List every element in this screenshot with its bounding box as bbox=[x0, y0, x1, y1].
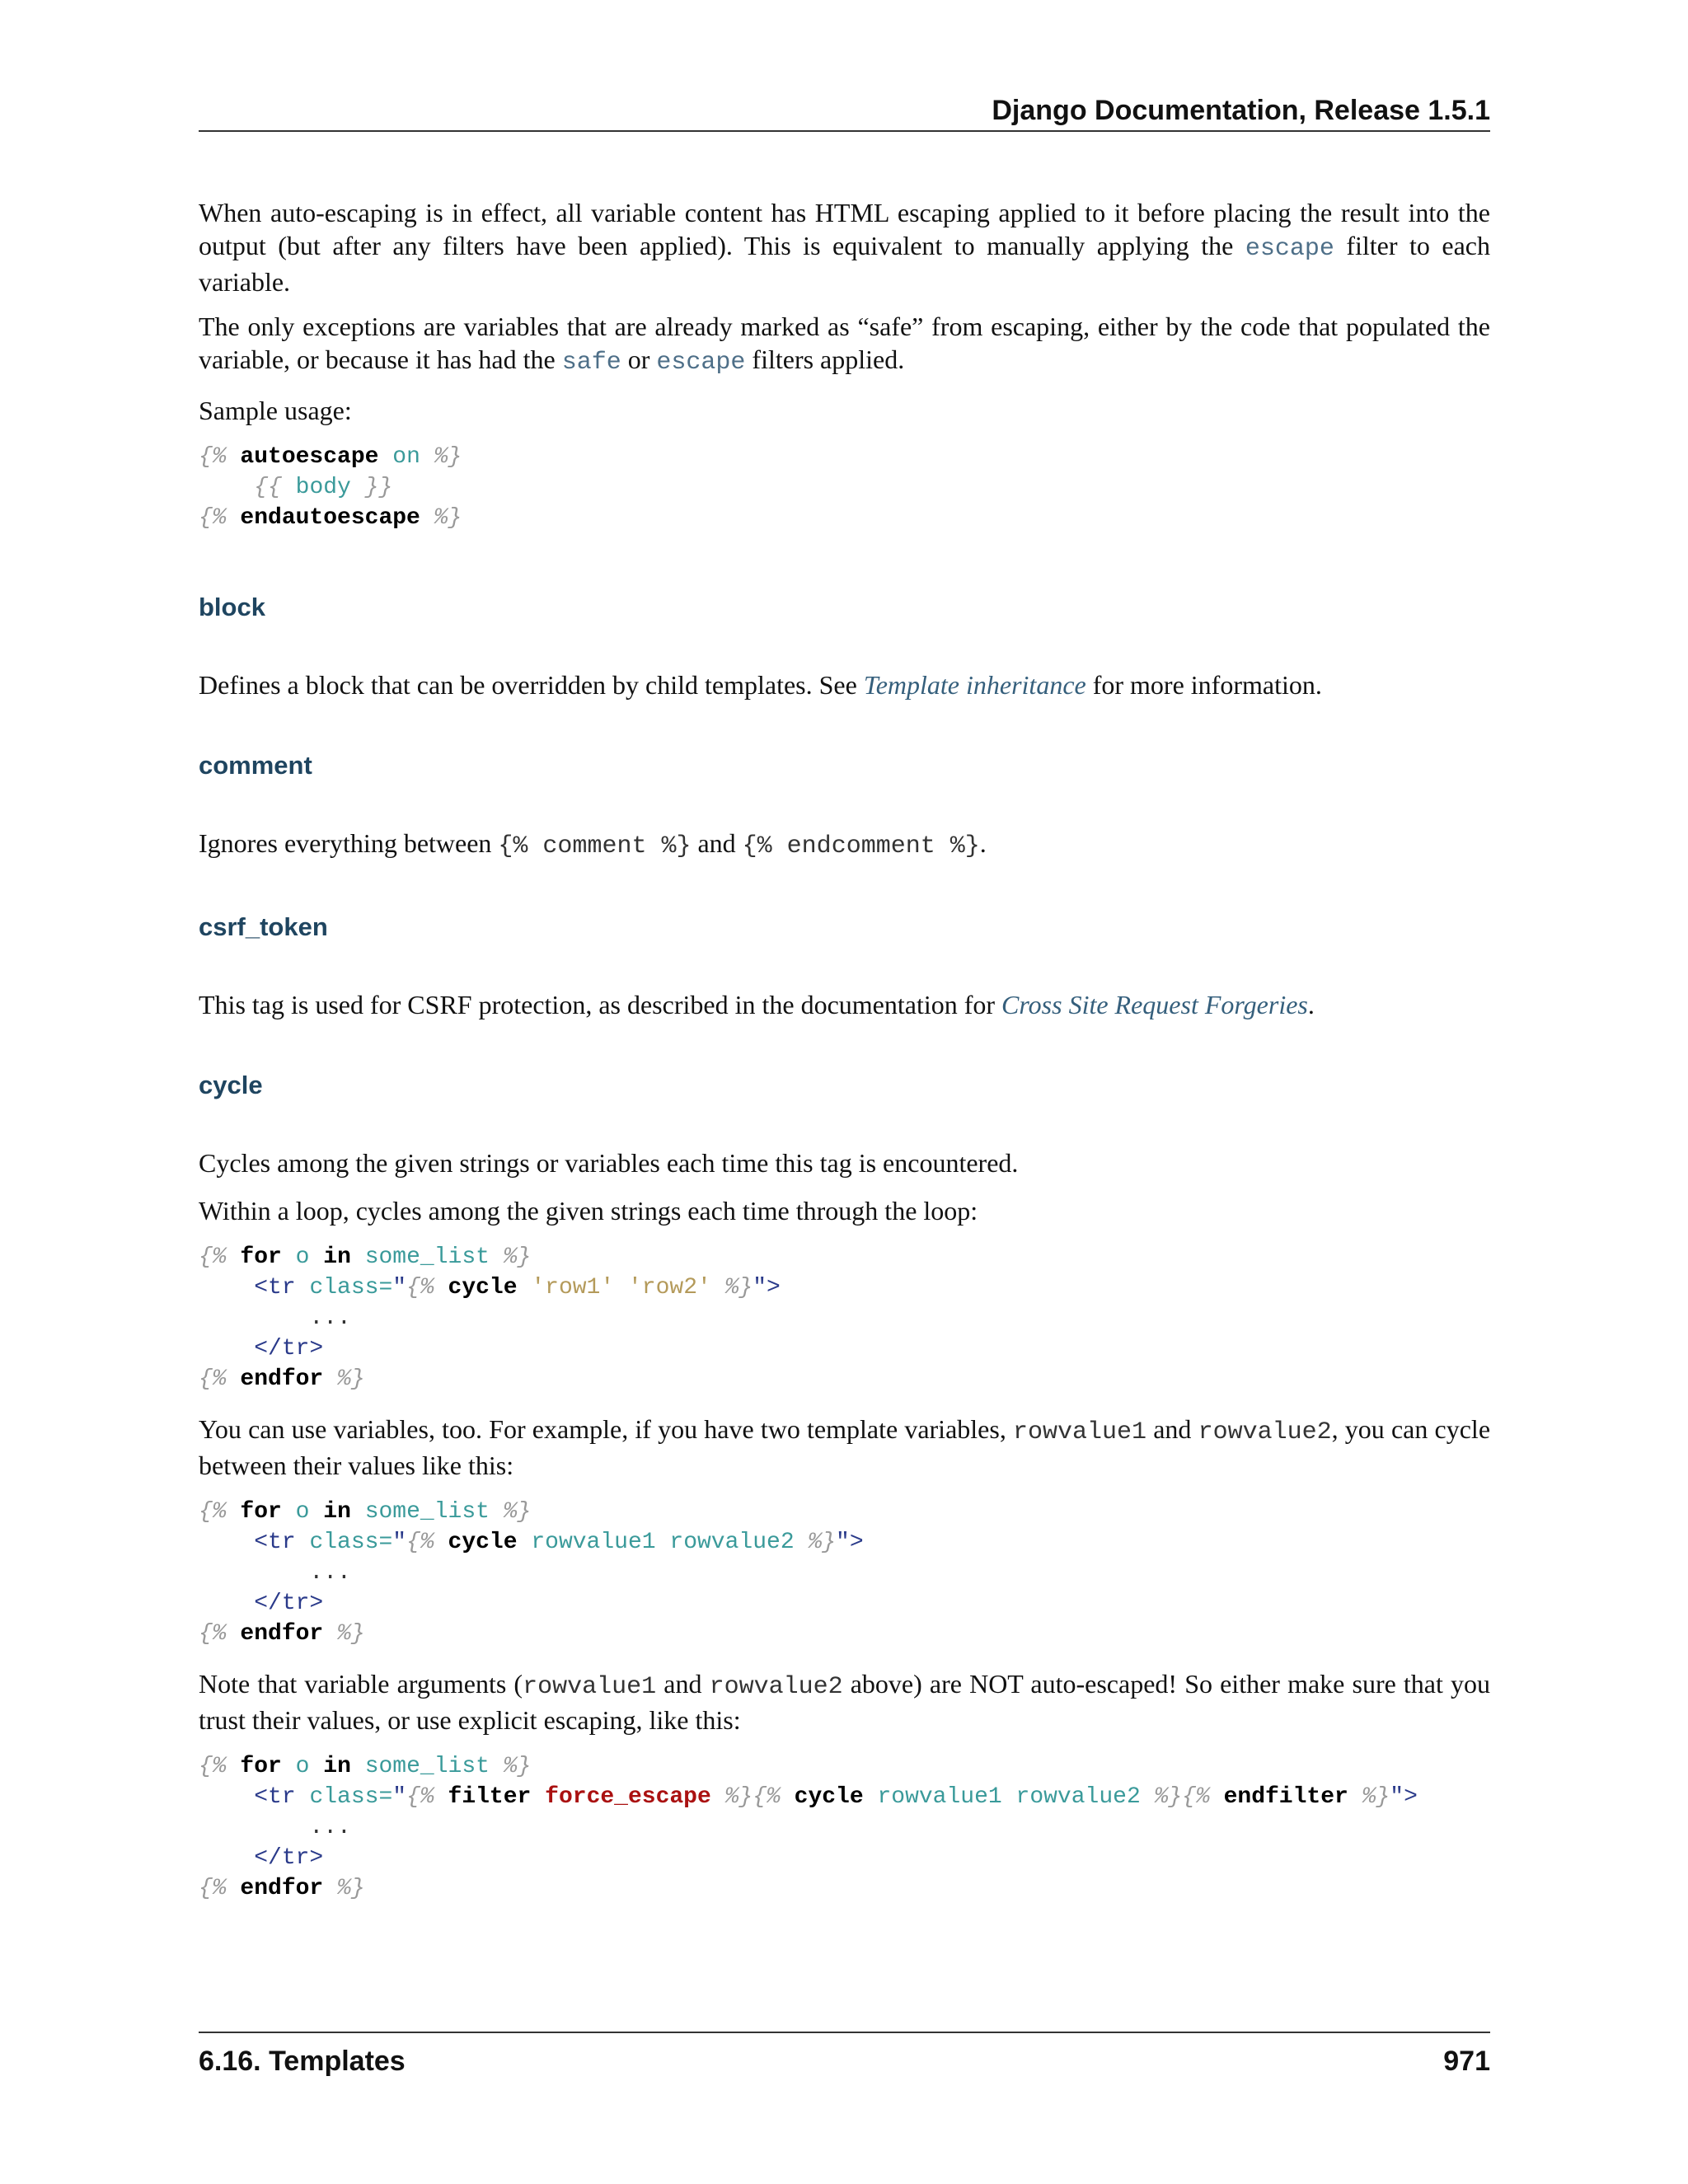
section-heading-csrf-token: csrf_token bbox=[199, 912, 328, 941]
rowvalue1-literal: rowvalue1 bbox=[1013, 1418, 1147, 1446]
csrf-docs-link[interactable]: Cross Site Request Forgeries bbox=[1001, 990, 1308, 1019]
intro-paragraph-2: The only exceptions are variables that are already marked as “safe” from escaping, either by the code that populated the variable, or because it has had the safe or escape filters applied. bbox=[199, 312, 1490, 377]
running-header: Django Documentation, Release 1.5.1 bbox=[199, 91, 1490, 132]
cycle-paragraph-4: Note that variable arguments (rowvalue1 and rowvalue2 above) are NOT auto-escaped! So either make sure that you trust their values, or use explicit escaping, like this: bbox=[199, 1669, 1491, 1735]
footer-section-title: 6.16. Templates bbox=[199, 2046, 406, 2077]
cycle-paragraph-1: Cycles among the given strings or variables each time this tag is encountered. bbox=[199, 1148, 1019, 1178]
comment-description: Ignores everything between {% comment %} and {% endcomment %}. bbox=[199, 828, 987, 860]
code-block-cycle-escaped: {% for o in some_list %} <tr class="{% filter force_escape %}{% cycle rowvalue1 rowvalue2 %}{% endfilter %}"> ... </tr> {% endfor %} bbox=[199, 1754, 1418, 1901]
sample-usage-label: Sample usage: bbox=[199, 396, 352, 425]
page-content bbox=[199, 196, 1490, 1904]
section-heading-cycle: cycle bbox=[199, 1071, 263, 1099]
cycle-paragraph-2: Within a loop, cycles among the given strings each time through the loop: bbox=[199, 1196, 978, 1226]
rowvalue2-literal: rowvalue2 bbox=[1198, 1418, 1332, 1446]
section-heading-comment: comment bbox=[199, 751, 312, 780]
block-description: Defines a block that can be overridden by child templates. See Template inheritance for more information. bbox=[199, 670, 1322, 700]
cycle-paragraph-3: You can use variables, too. For example, if you have two template variables, rowvalue1 and rowvalue2, you can cycle between their values like this: bbox=[199, 1414, 1491, 1480]
comment-tag-literal: {% comment %} bbox=[498, 832, 692, 860]
rowvalue2-literal: rowvalue2 bbox=[709, 1673, 843, 1701]
csrf-description: This tag is used for CSRF protection, as described in the documentation for Cross Site Request Forgeries. bbox=[199, 990, 1315, 1019]
code-block-cycle-strings: {% for o in some_list %} <tr class="{% cycle 'row1' 'row2' %}"> ... </tr> {% endfor %} bbox=[199, 1244, 781, 1392]
escape-literal[interactable]: escape bbox=[656, 349, 746, 377]
code-block-autoescape: {% autoescape on %} {{ body }} {% endautoescape %} bbox=[199, 444, 462, 531]
intro-paragraph-1: When auto-escaping is in effect, all variable content has HTML escaping applied to it before placing the result into the output (but after any filters have been applied). This is equivalent to manually applying the escape filter to each variable. bbox=[199, 198, 1491, 297]
endcomment-tag-literal: {% endcomment %} bbox=[742, 832, 980, 860]
running-footer bbox=[199, 2032, 1490, 2079]
safe-literal[interactable]: safe bbox=[561, 349, 621, 377]
code-block-cycle-variables: {% for o in some_list %} <tr class="{% cycle rowvalue1 rowvalue2 %}"> ... </tr> {% endfor %} bbox=[199, 1499, 864, 1647]
page-number: 971 bbox=[1443, 2046, 1490, 2077]
escape-literal[interactable]: escape bbox=[1245, 235, 1334, 263]
rowvalue1-literal: rowvalue1 bbox=[523, 1673, 657, 1701]
section-heading-block: block bbox=[199, 593, 265, 621]
template-inheritance-link[interactable]: Template inheritance bbox=[863, 670, 1086, 700]
